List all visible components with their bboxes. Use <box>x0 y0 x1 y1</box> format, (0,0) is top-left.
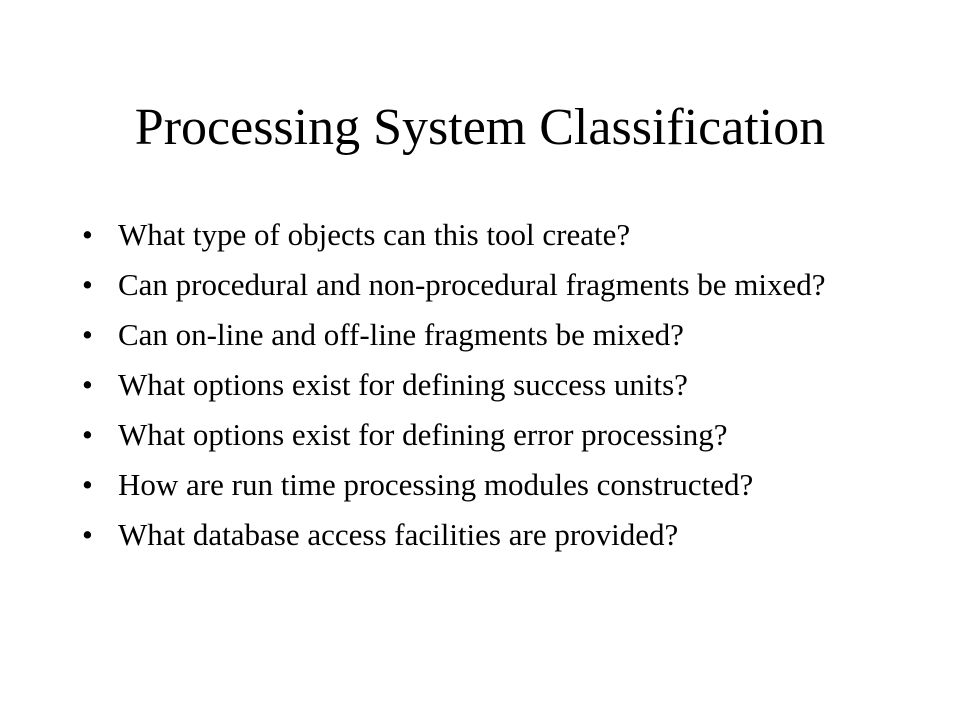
bullet-item <box>80 317 880 352</box>
bullet-item <box>80 267 880 302</box>
bullet-text: What options exist for defining success units? <box>118 367 688 402</box>
bullet-icon: • <box>82 517 93 552</box>
bullet-item <box>80 517 880 552</box>
bullet-icon: • <box>82 467 93 502</box>
bullet-icon: • <box>82 217 93 252</box>
bullet-icon: • <box>82 417 93 452</box>
bullet-item <box>80 417 880 452</box>
bullet-icon: • <box>82 267 93 302</box>
bullet-text: How are run time processing modules constructed? <box>118 467 754 502</box>
bullet-text: What type of objects can this tool create? <box>118 217 631 252</box>
bullet-text: Can on-line and off-line fragments be mixed? <box>118 317 684 352</box>
bullet-icon: • <box>82 367 93 402</box>
bullet-icon: • <box>82 317 93 352</box>
bullet-text: What options exist for defining error processing? <box>118 417 728 452</box>
slide-title: Processing System Classification <box>134 99 826 156</box>
bullet-list <box>80 217 880 567</box>
bullet-text: Can procedural and non-procedural fragments be mixed? <box>118 267 826 302</box>
bullet-item <box>80 217 880 252</box>
bullet-item <box>80 367 880 402</box>
bullet-text: What database access facilities are provided? <box>118 517 679 552</box>
bullet-item <box>80 467 880 502</box>
